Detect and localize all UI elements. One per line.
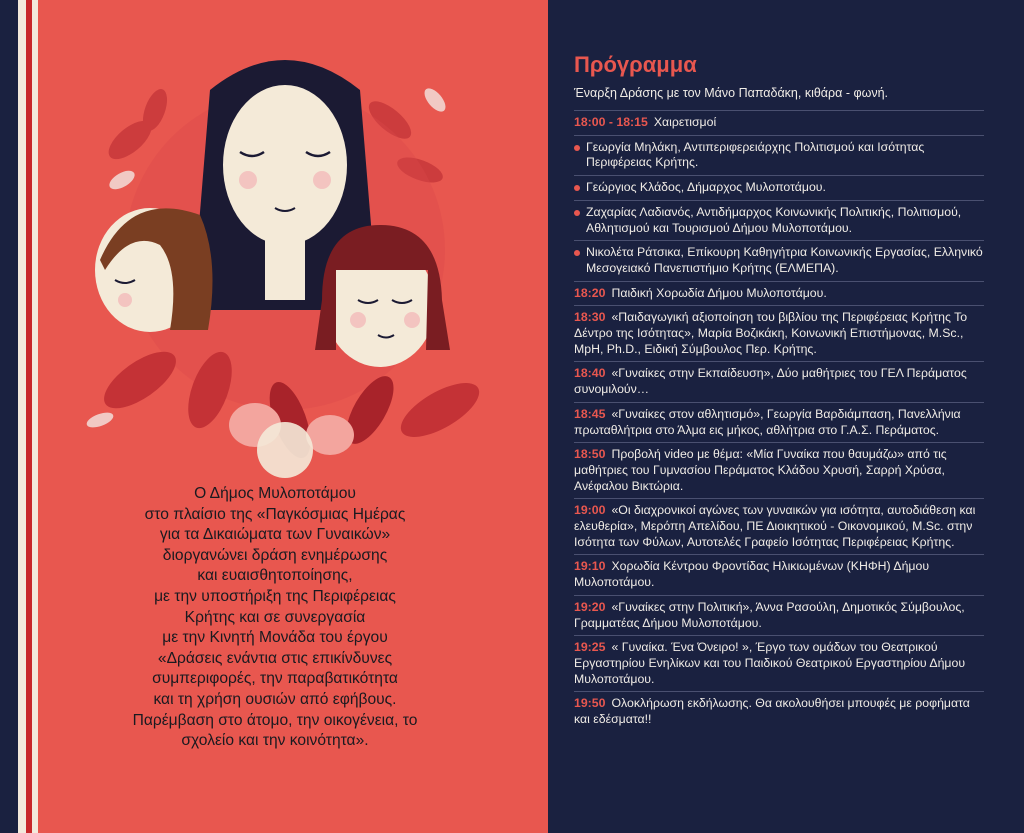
item-text: Προβολή video με θέμα: «Μία Γυναίκα που θαυμάζω» από τις μαθήτριες του Γυμνασίου Περάματος Κλάδου Χρυσή, Σαρρή Χρύσα, Ανέφαλου Βικτώρια. bbox=[574, 447, 947, 493]
time-label: 18:20 bbox=[574, 285, 606, 300]
item-text: «Γυναίκες στον αθλητισμό», Γεωργία Βαρδιάμπαση, Πανελλήνια πρωταθλήτρια στο Άλμα εις μήκος, αθλήτρια στο Γ.Α.Σ. Περάματος. bbox=[574, 406, 961, 437]
time-label: 19:10 bbox=[574, 559, 606, 574]
time-label: 18:30 bbox=[574, 310, 606, 325]
speaker-text: Γεωργία Μηλάκη, Αντιπεριφερειάρχης Πολιτισμού και Ισότητας Περιφέρειας Κρήτης. bbox=[586, 139, 925, 170]
divider bbox=[574, 361, 984, 362]
divider bbox=[574, 595, 984, 596]
program-title: Πρόγραμμα bbox=[574, 52, 697, 77]
intro-text: Ο Δήμος Μυλοποτάμου στο πλαίσιο της «Παγκόσμιας Ημέρας για τα Δικαιώματα των Γυναικών» διοργανώνει δράση ενημέρωσης και ευαισθητοποίησης, με την υποστήριξη της Περιφέρειας Κρήτης και σε συνεργασία με την Κινητή Μονάδα του έργου «Δράσεις ενάντια στις επικίνδυνες συμπεριφορές, την παραβατικότητα και τη χρήση ουσιών από εφήβους. Παρέμβαση στο άτομο, την οικογένεια, το σχολείο και την κοινότητα». bbox=[132, 485, 418, 750]
time-label: 19:25 bbox=[574, 640, 606, 655]
time-label: 19:50 bbox=[574, 696, 606, 711]
speaker-text: Γεώργιος Κλάδος, Δήμαρχος Μυλοποτάμου. bbox=[586, 180, 826, 195]
divider bbox=[574, 691, 984, 692]
item-text: « Γυναίκα. Ένα Όνειρο! », Έργο των ομάδων του Θεατρικού Εργαστηρίου Ενηλίκων και του Παιδικού Θεατρικού Εργαστηρίου Δήμου Μυλοποτάμου. bbox=[574, 640, 966, 686]
bullet-dot bbox=[574, 185, 580, 191]
border-stripe bbox=[0, 0, 18, 833]
item-text: «Γυναίκες στην Πολιτική», Άννα Ρασούλη, Δημοτικός Σύμβουλος, Γραμματέας Δήμου Μυλοποτάμου. bbox=[574, 599, 965, 630]
item-text: Χαιρετισμοί bbox=[653, 115, 717, 129]
divider bbox=[574, 554, 984, 555]
divider bbox=[574, 175, 984, 176]
time-label: 18:00 - 18:15 bbox=[574, 115, 648, 129]
divider bbox=[574, 281, 984, 282]
schedule-item bbox=[574, 310, 984, 357]
schedule-item bbox=[574, 640, 984, 687]
schedule-item bbox=[574, 286, 984, 302]
speaker-item bbox=[574, 180, 984, 196]
divider bbox=[574, 135, 984, 136]
border-stripe bbox=[32, 0, 38, 833]
schedule bbox=[574, 110, 984, 728]
speaker-item bbox=[574, 205, 984, 236]
time-label: 18:40 bbox=[574, 366, 606, 381]
divider bbox=[574, 402, 984, 403]
divider bbox=[574, 498, 984, 499]
item-text: Ολοκλήρωση εκδήλωσης. Θα ακολουθήσει μπουφές με ροφήματα και εδέσματα!! bbox=[574, 696, 970, 727]
bullet-dot bbox=[574, 250, 580, 256]
program-opening: Έναρξη Δράσης με τον Μάνο Παπαδάκη, κιθάρα - φωνή. bbox=[574, 86, 889, 100]
speaker-item bbox=[574, 245, 984, 276]
women-illustration bbox=[60, 30, 500, 480]
schedule-item bbox=[574, 115, 984, 131]
time-label: 18:45 bbox=[574, 406, 606, 421]
time-label: 18:50 bbox=[574, 447, 606, 462]
divider bbox=[574, 442, 984, 443]
schedule-item bbox=[574, 696, 984, 727]
schedule-item bbox=[574, 366, 984, 397]
schedule-item bbox=[574, 559, 984, 590]
speaker-item bbox=[574, 140, 984, 171]
schedule-item bbox=[574, 503, 984, 550]
bullet-dot bbox=[574, 210, 580, 216]
time-label: 19:00 bbox=[574, 503, 606, 518]
schedule-item bbox=[574, 447, 984, 494]
item-text: «Γυναίκες στην Εκπαίδευση», Δύο μαθήτριες του ΓΕΛ Περάματος συνομιλούν… bbox=[574, 366, 967, 397]
divider bbox=[574, 200, 984, 201]
bullet-dot bbox=[574, 145, 580, 151]
speaker-text: Νικολέτα Ράτσικα, Επίκουρη Καθηγήτρια Κοινωνικής Εργασίας, Ελληνικό Μεσογειακό Πανεπιστήμιο Κρήτης (ΕΛΜΕΠΑ). bbox=[586, 245, 983, 275]
item-text: Παιδική Χορωδία Δήμου Μυλοποτάμου. bbox=[611, 285, 827, 300]
divider bbox=[574, 240, 984, 241]
item-text: Χορωδία Κέντρου Φροντίδας Ηλικιωμένων (ΚΗΦΗ) Δήμου Μυλοποτάμου. bbox=[574, 559, 930, 590]
speaker-text: Ζαχαρίας Λαδιανός, Αντιδήμαρχος Κοινωνικής Πολιτικής, Πολιτισμού, Αθλητισμού και Τουρισμού Δήμου Μυλοποτάμου. bbox=[586, 204, 962, 235]
divider bbox=[574, 110, 984, 111]
divider bbox=[574, 305, 984, 306]
time-label: 19:20 bbox=[574, 599, 606, 614]
schedule-item bbox=[574, 407, 984, 438]
item-text: «Παιδαγωγική αξιοποίηση του βιβλίου της Περιφέρειας Κρήτης Το Δέντρο της Ισότητας», Μαρία Βοζικάκη, Κοινωνική Επιστήμονας, M.Sc., MpH, Ph.D., Ειδική Σύμβουλος Περ. Κρήτης. bbox=[574, 310, 968, 356]
border-stripe bbox=[18, 0, 26, 833]
item-text: «Οι διαχρονικοί αγώνες των γυναικών για ισότητα, αυτοδιάθεση και ελευθερία», Μερόπη Απελίδου, ΠΕ Διοικητικού - Οικονομικού, M.Sc. στην Ισότητα των Φύλων, Αυτοτελές Γραφείο Ισότητας Περιφέρειας Κρήτης. bbox=[574, 503, 976, 549]
divider bbox=[574, 635, 984, 636]
schedule-item bbox=[574, 600, 984, 631]
